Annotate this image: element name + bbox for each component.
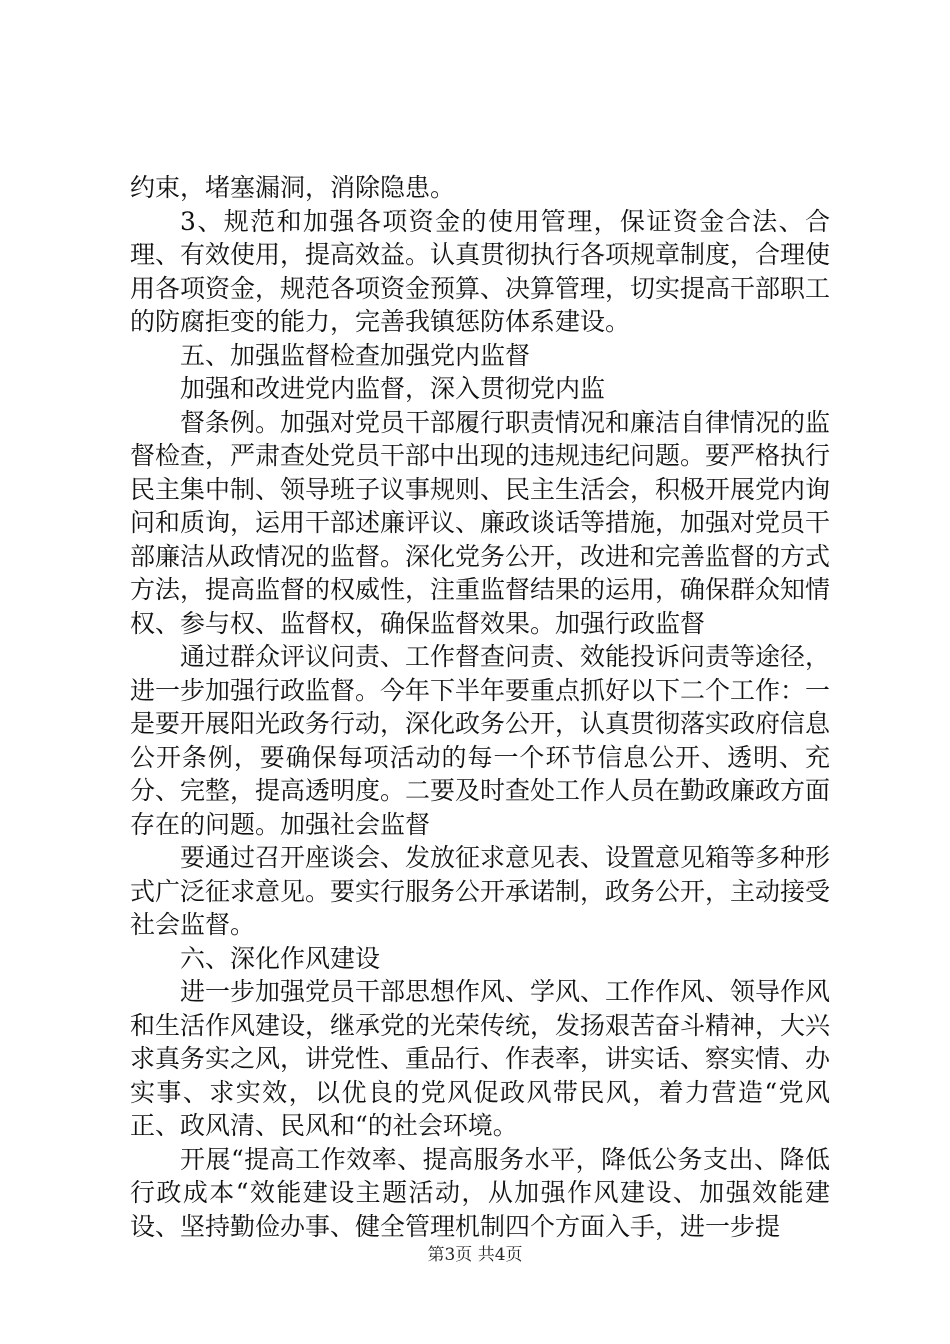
- paragraph-1: 约束，堵塞漏洞，消除隐患。: [130, 173, 456, 202]
- page-footer: 第3页 共4页: [427, 1245, 523, 1265]
- paragraph-10: 开展“提高工作效率、提高服务水平，降低公务支出、降低行政成本“效能建设主题活动，从加强作风建设、加强效能建设、坚持勤俭办事、健全管理机制四个方面入手，进一步提: [130, 1144, 830, 1241]
- paragraph-4: 加强和改进党内监督，深入贯彻党内监: [180, 374, 606, 403]
- paragraph-7: 要通过召开座谈会、发放征求意见表、设置意见箱等多种形式广泛征求意见。要实行服务公开承诺制，政务公开，主动接受社会监督。: [130, 843, 831, 939]
- document-body: [130, 171, 830, 1243]
- paragraph-9: 进一步加强党员干部思想作风、学风、工作作风、领导作风和生活作风建设，继承党的光荣传统，发扬艰苦奋斗精神，大兴求真务实之风，讲党性、重品行、作表率，讲实话、察实情、办实事、求实效，以优良的党风促政风带民风，着力营造“党风正、政风清、民风和“的社会环境。: [130, 977, 831, 1140]
- paragraph-5: 督条例。加强对党员干部履行职责情况和廉洁自律情况的监督检查，严肃查处党员干部中出现的违规违纪问题。要严格执行民主集中制、领导班子议事规则、民主生活会，积极开展党内询问和质询，运用干部述廉评议、廉政谈话等措施，加强对党员干部廉洁从政情况的监督。深化党务公开，改进和完善监督的方式方法，提高监督的权威性，注重监督结果的运用，确保群众知情权、参与权、监督权，确保监督效果。加强行政监督: [130, 407, 831, 638]
- paragraph-6: 通过群众评议问责、工作督查问责、效能投诉问责等途径，进一步加强行政监督。今年下半年要重点抓好以下二个工作：一是要开展阳光政务行动，深化政务公开，认真贯彻落实政府信息公开条例，要确保每项活动的每一个环节信息公开、透明、充分、完整，提高透明度。二要及时查处工作人员在勤政廉政方面存在的问题。加强社会监督: [130, 642, 831, 839]
- section-heading-6: 六、深化作风建设: [180, 943, 381, 973]
- paragraph-2: 3、规范和加强各项资金的使用管理，保证资金合法、合理、有效使用，提高效益。认真贯彻执行各项规章制度，合理使用各项资金，规范各项资金预算、决算管理，切实提高干部职工的防腐拒变的能力，完善我镇惩防体系建设。: [130, 206, 831, 336]
- section-heading-5: 五、加强监督检查加强党内监督: [180, 340, 531, 370]
